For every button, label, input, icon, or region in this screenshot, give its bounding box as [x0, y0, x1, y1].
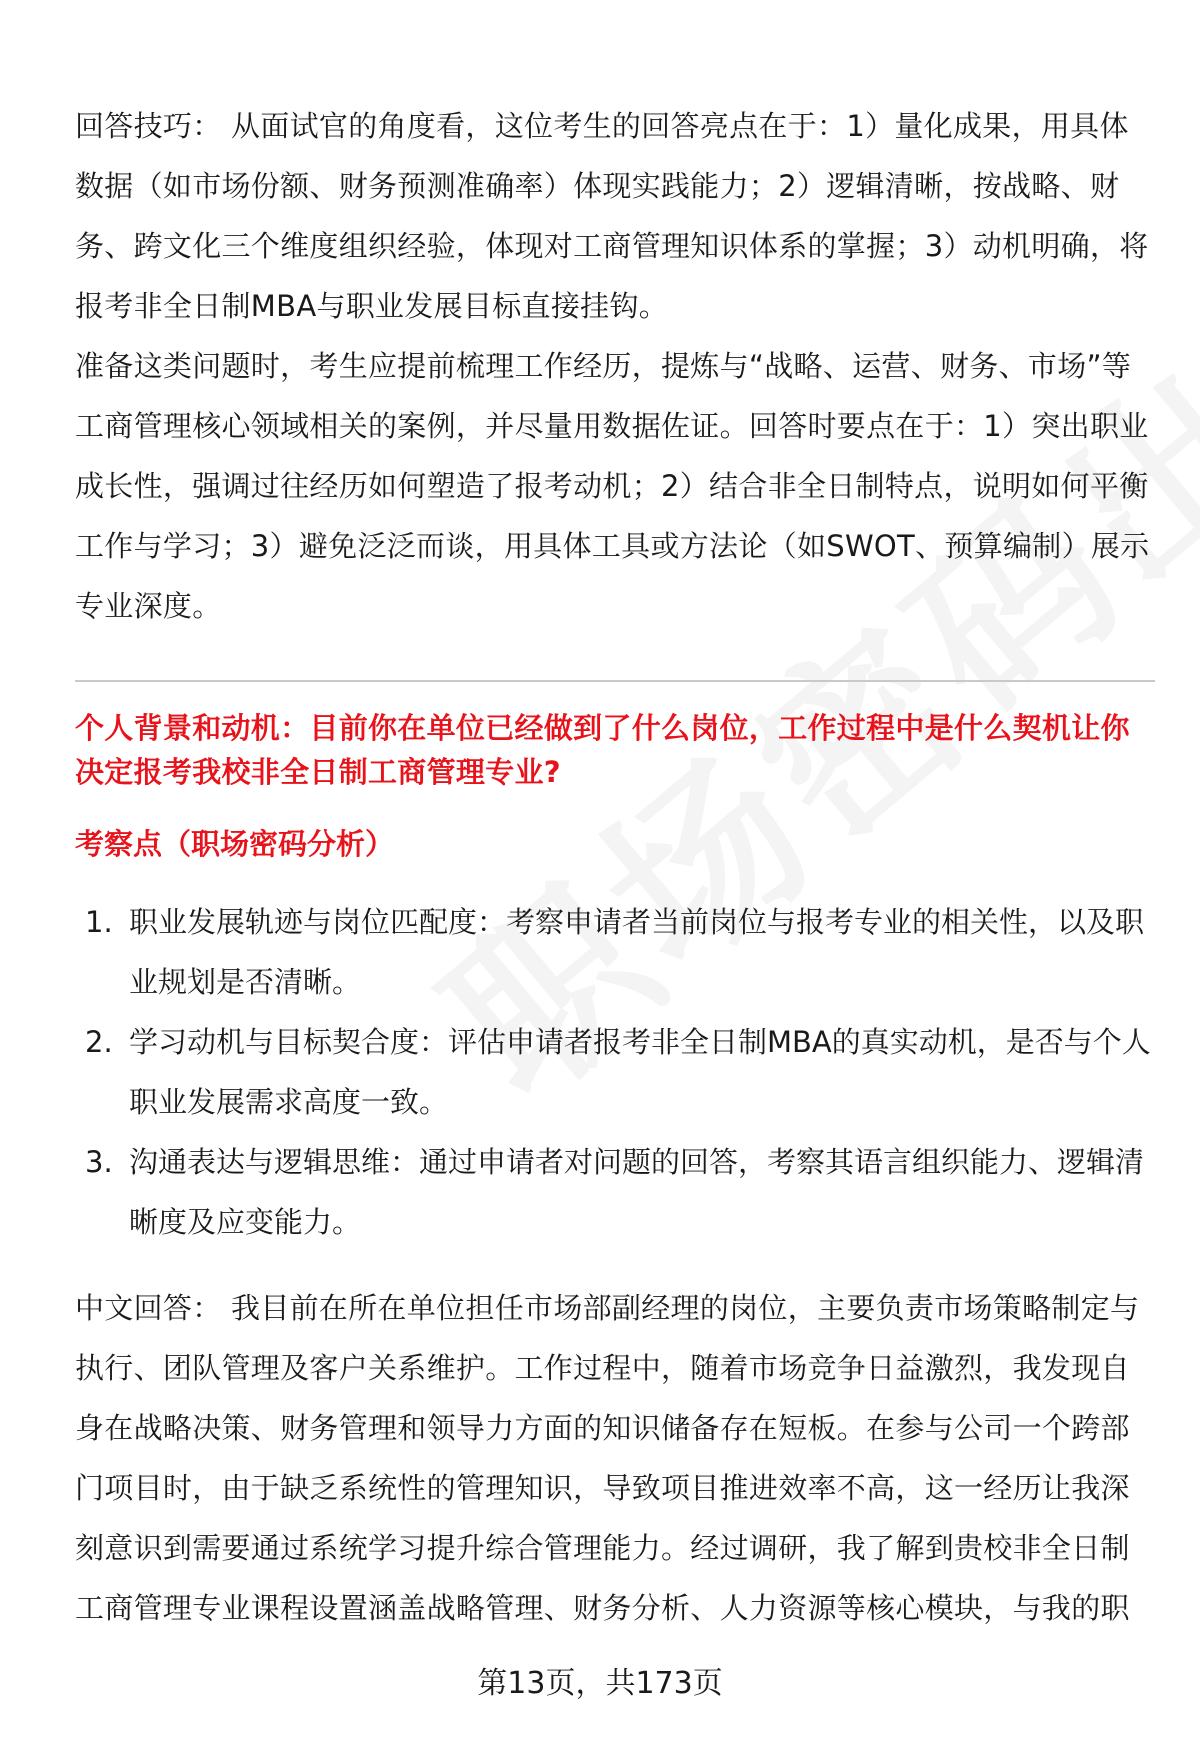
list-item	[75, 1132, 1155, 1252]
page-number: 第13页，共173页	[477, 1666, 723, 1701]
list-item-number: 1.	[85, 905, 113, 939]
section-divider	[75, 680, 1155, 682]
list-item	[75, 1012, 1155, 1132]
list-item-text: 学习动机与目标契合度：评估申请者报考非全日制MBA的真实动机，是否与个人职业发展需求高度一致。	[129, 1025, 1151, 1119]
document-page	[75, 96, 1155, 1638]
chinese-answer-paragraph: 中文回答： 我目前在所在单位担任市场部副经理的岗位，主要负责市场策略制定与执行、团队管理及客户关系维护。工作过程中，随着市场竞争日益激烈，我发现自身在战略决策、财务管理和领导力方面的知识储备存在短板。在参与公司一个跨部门项目时，由于缺乏系统性的管理知识，导致项目推进效率不高，这一经历让我深刻意识到需要通过系统学习提升综合管理能力。经过调研，我了解到贵校非全日制工商管理专业课程设置涵盖战略管理、财务分析、人力资源等核心模块，与我的职	[75, 1291, 1140, 1625]
answer-tips-paragraph: 回答技巧： 从面试官的角度看，这位考生的回答亮点在于：1）量化成果，用具体数据（如市场份额、财务预测准确率）体现实践能力；2）逻辑清晰，按战略、财务、跨文化三个维度组织经验，体现对工商管理知识体系的掌握；3）动机明确，将报考非全日制MBA与职业发展目标直接挂钩。	[75, 109, 1149, 323]
preparation-paragraph: 准备这类问题时，考生应提前梳理工作经历，提炼与“战略、运营、财务、市场”等工商管理核心领域相关的案例，并尽量用数据佐证。回答时要点在于：1）突出职业成长性，强调过往经历如何塑造了报考动机；2）结合非全日制特点，说明如何平衡工作与学习；3）避免泛泛而谈，用具体工具或方法论（如SWOT、预算编制）展示专业深度。	[75, 349, 1150, 623]
list-item-text: 沟通表达与逻辑思维：通过申请者对问题的回答，考察其语言组织能力、逻辑清晰度及应变能力。	[129, 1145, 1145, 1239]
list-item-number: 3.	[85, 1145, 113, 1179]
assessment-points-heading: 考察点（职场密码分析）	[75, 827, 395, 861]
assessment-points-list	[75, 892, 1155, 1252]
list-item	[75, 892, 1155, 1012]
list-item-number: 2.	[85, 1025, 113, 1059]
question-heading: 个人背景和动机：目前你在单位已经做到了什么岗位，工作过程中是什么契机让你决定报考我校非全日制工商管理专业?	[75, 711, 1130, 789]
list-item-text: 职业发展轨迹与岗位匹配度：考察申请者当前岗位与报考专业的相关性，以及职业规划是否清晰。	[129, 905, 1145, 999]
